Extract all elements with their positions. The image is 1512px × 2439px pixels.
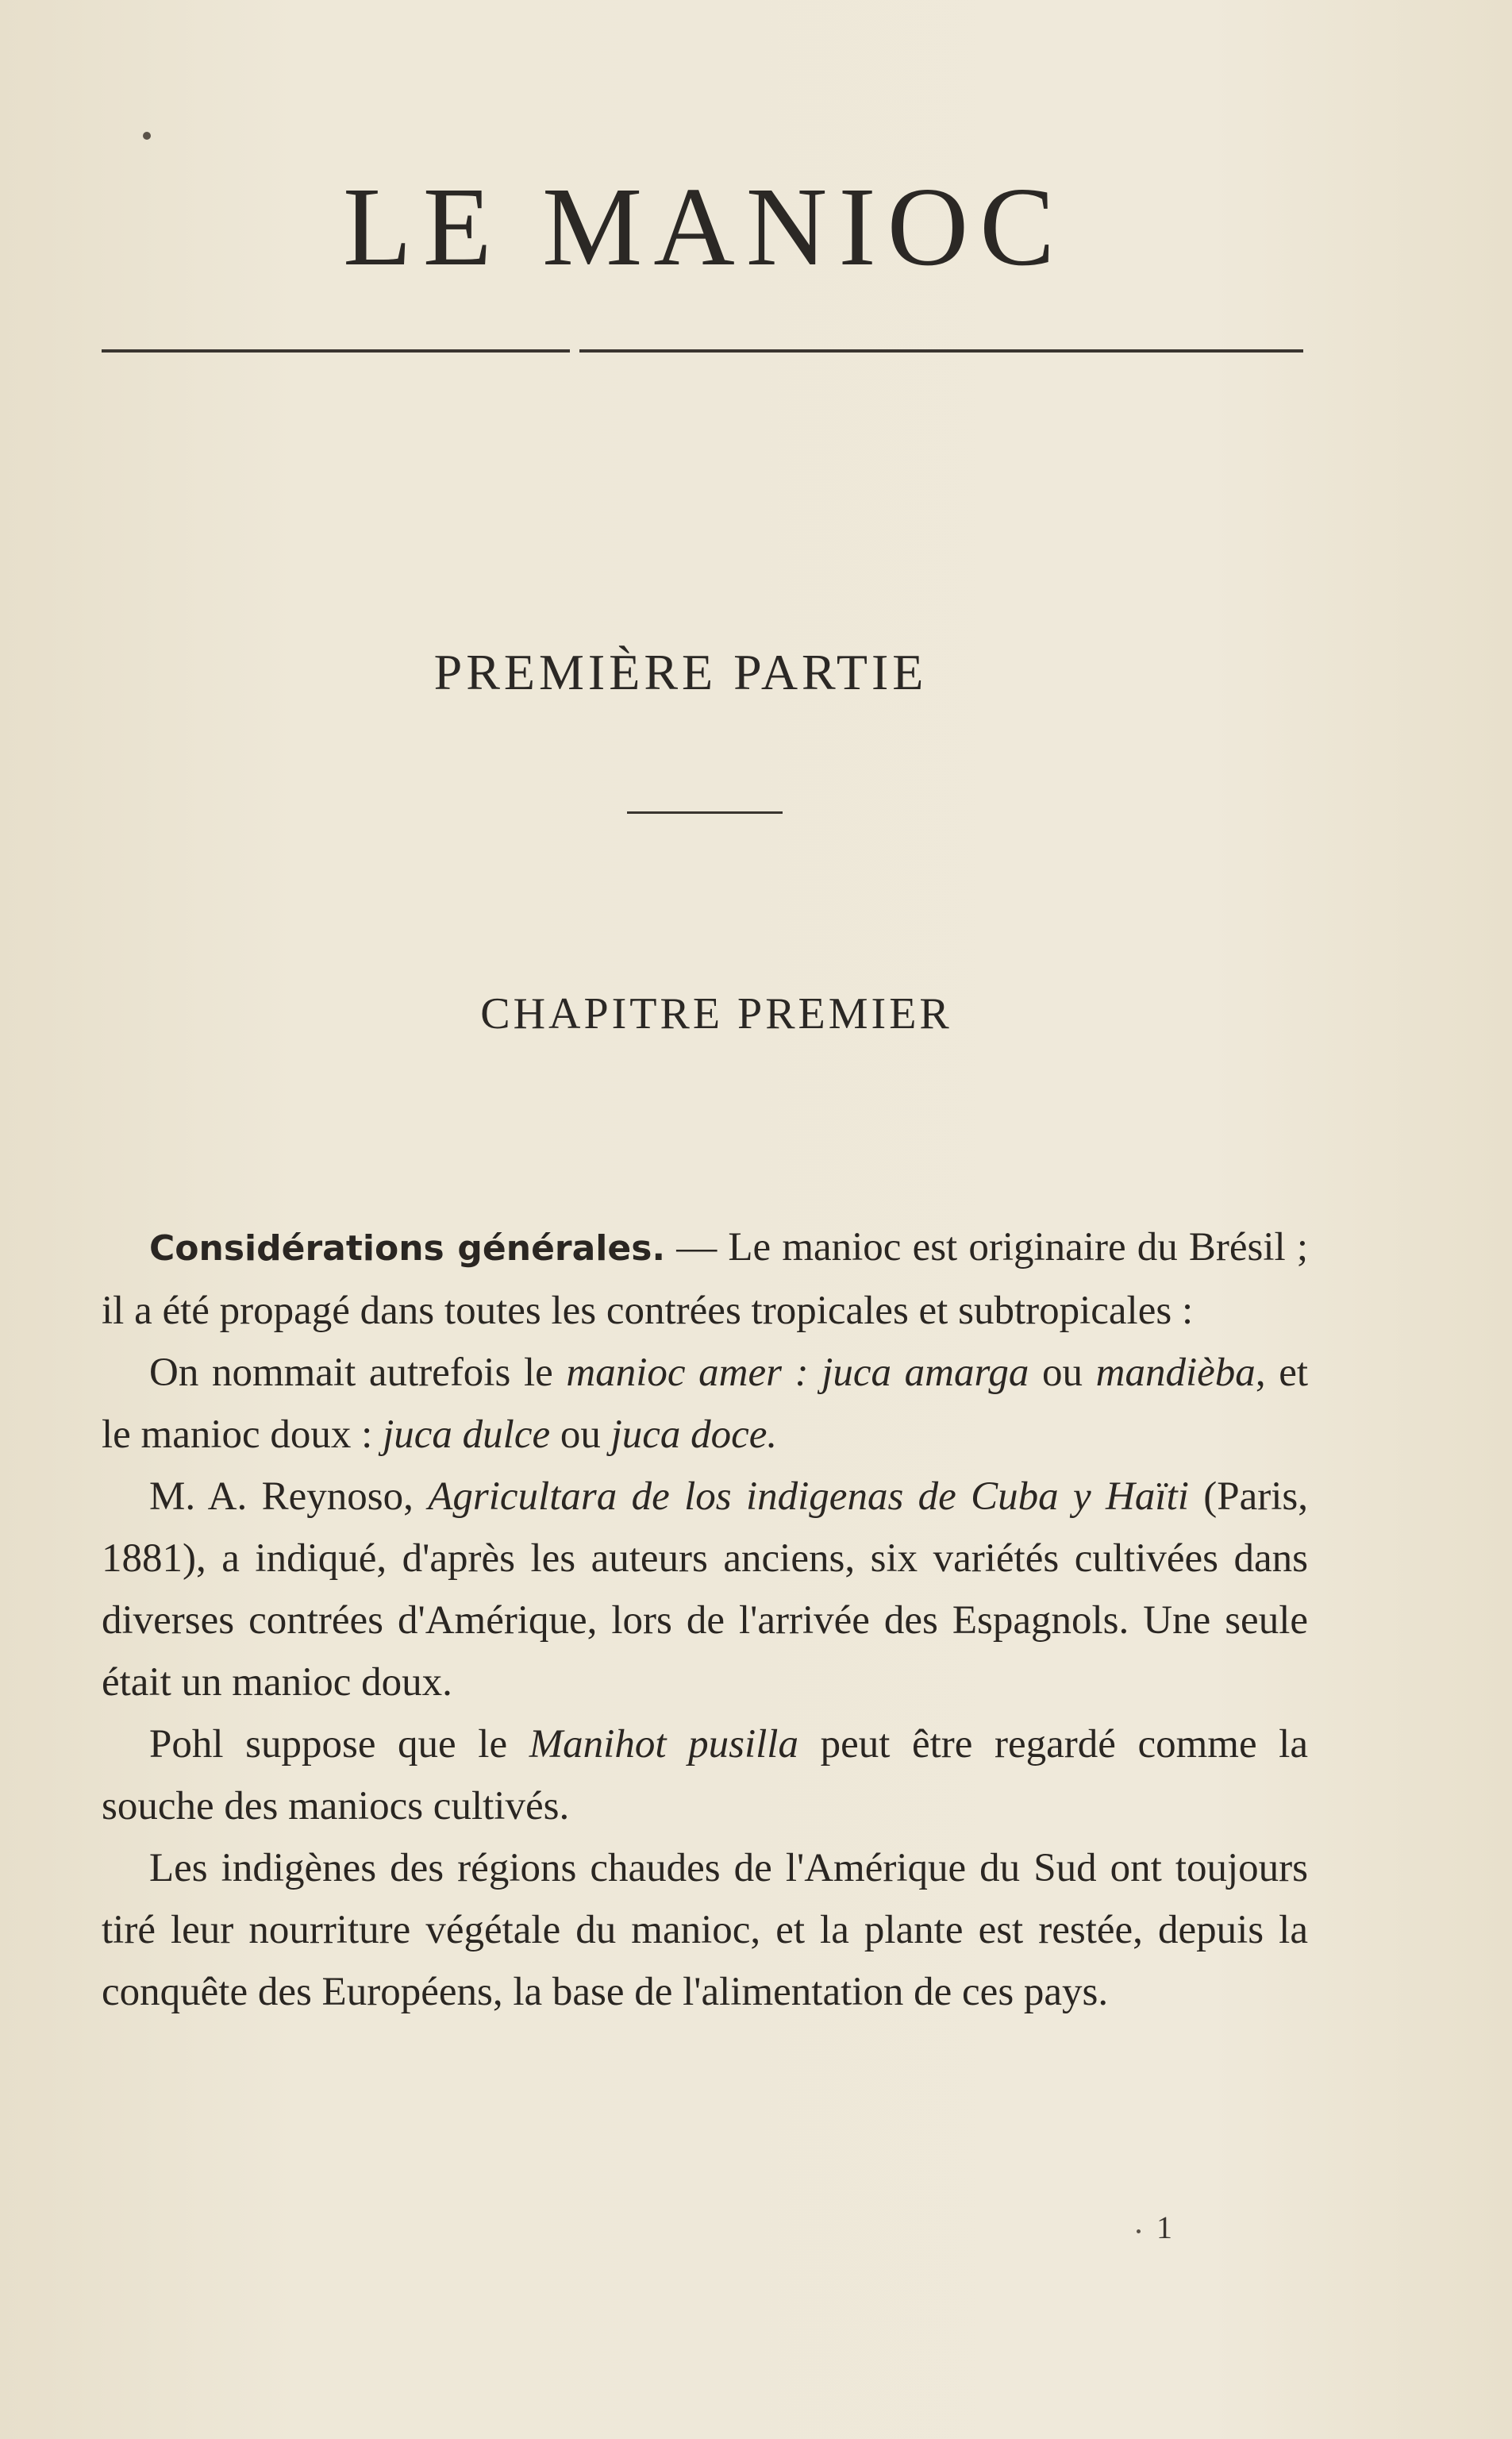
italic-term: juca doce.: [610, 1412, 778, 1457]
paragraph-2: [102, 1342, 1308, 1466]
part-divider: [627, 811, 783, 814]
paragraph-text: peut être regardé comme la souche des maniocs cultivés.: [102, 1722, 1308, 1828]
paragraph-text: ou: [550, 1412, 611, 1457]
page-title: LE MANIOC: [343, 164, 1066, 289]
italic-species: Manihot pusilla: [529, 1722, 798, 1767]
paragraph-text: Pohl suppose que le: [149, 1722, 529, 1767]
paragraph-text: Les indigènes des régions chaudes de l'Amérique du Sud ont toujours tiré leur nourriture végétale du manioc, et la plante est restée, depuis la conquête des Européens, la base de l'alimentation de ces pays.: [102, 1846, 1308, 2014]
paragraph-text: ou: [1029, 1351, 1096, 1395]
title-rule-right: [579, 349, 1303, 353]
italic-term: juca dulce: [383, 1412, 551, 1457]
paragraph-3: [102, 1466, 1308, 1713]
ink-speck: [1137, 2229, 1141, 2233]
italic-term: manioc amer : juca amarga: [566, 1351, 1029, 1395]
italic-term: mandièba: [1095, 1351, 1256, 1395]
body-text: [102, 1216, 1308, 2023]
paragraph-text: On nommait autrefois le: [149, 1351, 567, 1395]
part-title: PREMIÈRE PARTIE: [433, 644, 928, 700]
italic-book-title: Agricultara de los indigenas de Cuba y Haïti: [428, 1474, 1189, 1519]
paragraph-5: [102, 1837, 1308, 2023]
title-rule-left: [102, 349, 570, 353]
paragraph-1: [102, 1216, 1308, 1342]
paragraph-text: M. A. Reynoso,: [149, 1474, 429, 1519]
paragraph-text: (Paris, 1881), a indiqué, d'après les auteurs anciens, six variétés cultivées dans diverses contrées d'Amérique, lors de l'arrivée des Espagnols. Une seule était un manioc doux.: [102, 1474, 1308, 1705]
paragraph-text: — Le manioc est originaire du Brésil ; il a été propagé dans toutes les contrées tropicales et subtropicales :: [102, 1225, 1309, 1333]
paragraph-text: , et le manioc doux :: [102, 1351, 1308, 1457]
ink-speck: [143, 132, 151, 140]
page-number: 1: [1156, 2210, 1172, 2245]
paragraph-4: [102, 1713, 1308, 1837]
section-lead: Considérations générales.: [149, 1228, 666, 1269]
chapter-title: CHAPITRE PREMIER: [480, 989, 952, 1038]
